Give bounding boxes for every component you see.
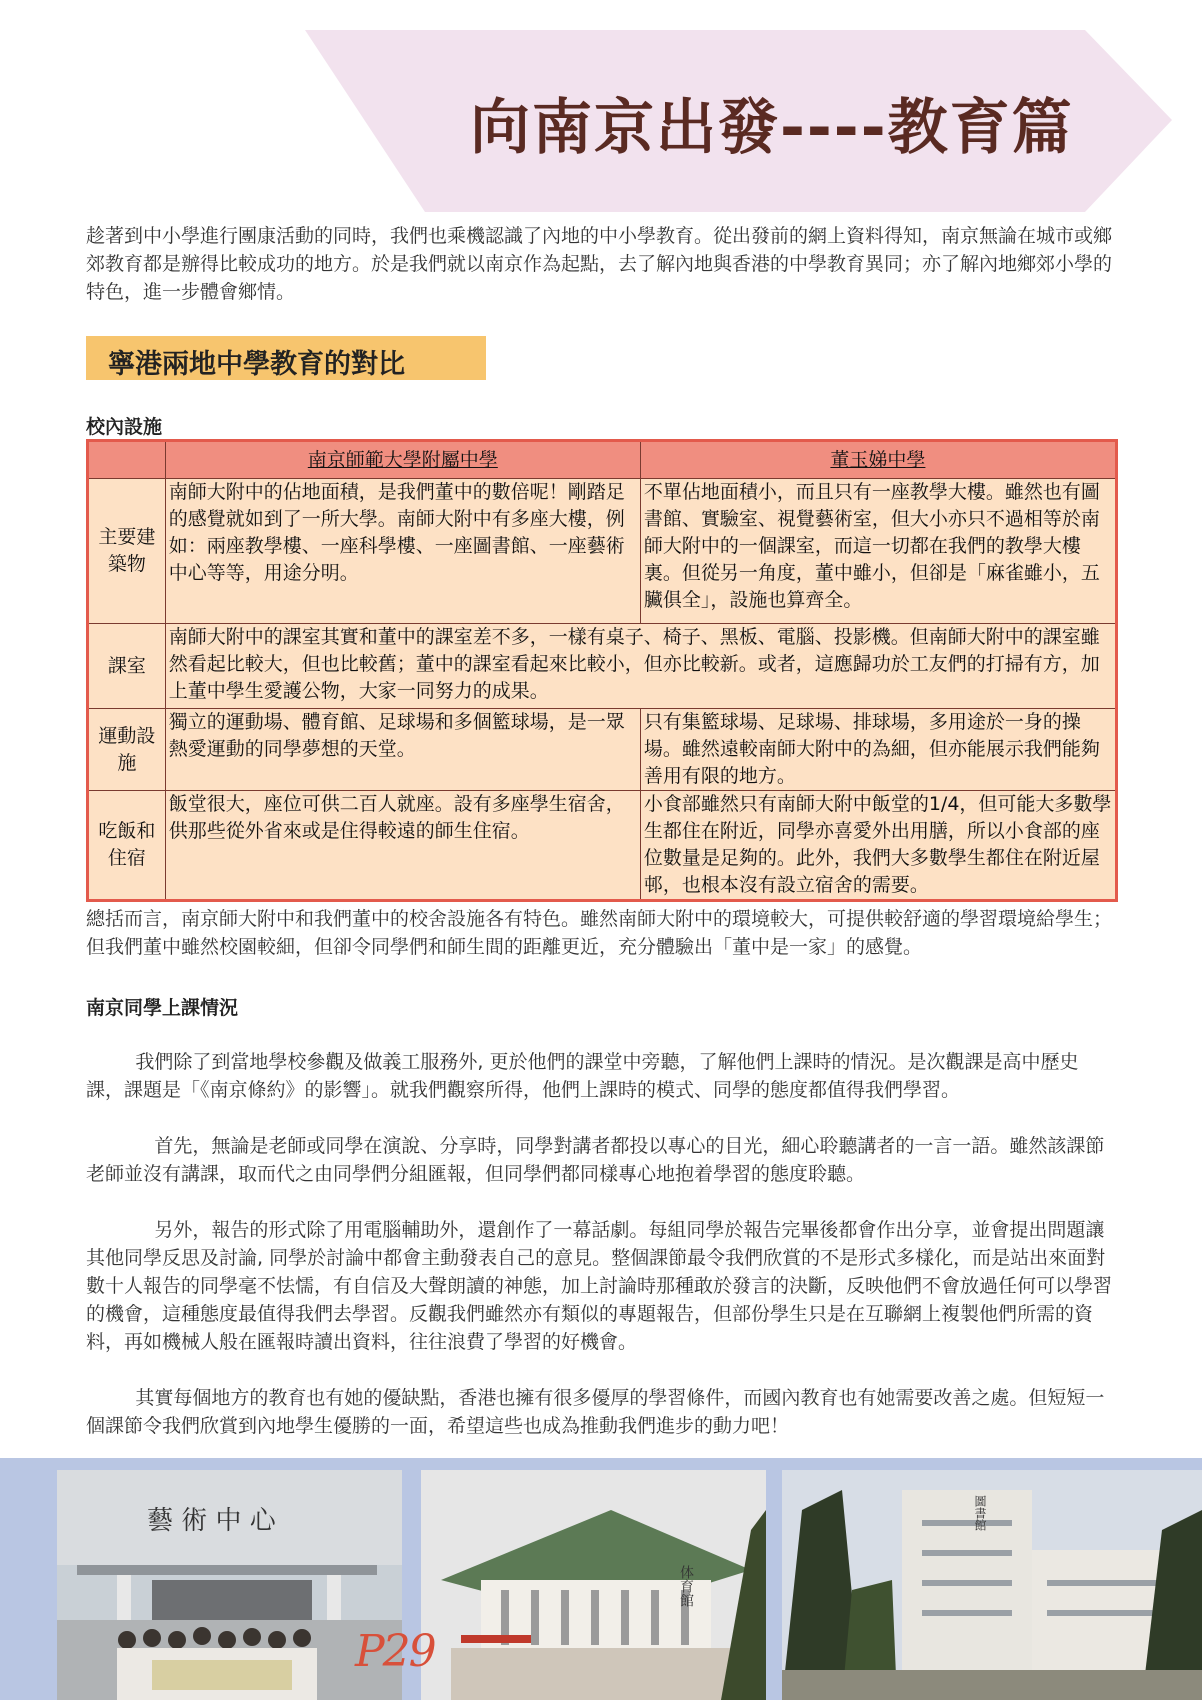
class-paragraph-1: 我們除了到當地學校參觀及做義工服務外, 更於他們的課堂中旁聽，了解他們上課時的情況。是次觀課是高中歷史課，課題是「《南京條約》的影響」。就我們觀察所得，他們上課時的模式、同學的態度都值得我們學習。: [86, 1051, 1079, 1101]
photo-arts-centre: [57, 1470, 402, 1700]
table-cell-merged: 南師大附中的課室其實和董中的課室差不多，一樣有桌子、椅子、黑板、電腦、投影機。但南師大附中的課室雖然看起比較大，但也比較舊；董中的課室看起來比較小，但亦比較新。或者，這應歸功於工友們的打掃有方，加上董中學生愛護公物，大家一同努力的成果。: [165, 624, 1116, 709]
table-caption: 校內設施: [86, 416, 163, 438]
column-header-nanjing: 南京師範大學附屬中學: [165, 441, 640, 479]
section-heading-box: [86, 336, 486, 380]
table-row: [88, 709, 1117, 791]
class-paragraph-2: 首先，無論是老師或同學在演說、分享時，同學對講者都投以專心的目光，細心聆聽講者的一言一語。雖然該課節老師並沒有講課，取而代之由同學們分組匯報，但同學們都同樣專心地抱着學習的態度聆聽。: [86, 1135, 1105, 1185]
table-cell: 獨立的運動場、體育館、足球場和多個籃球場，是一眾熱愛運動的同學夢想的天堂。: [165, 709, 640, 791]
table-cell: 只有集籃球場、足球場、排球場，多用途於一身的操場。雖然遠較南師大附中的為細，但亦能展示我們能夠善用有限的地方。: [640, 709, 1116, 791]
page-number: P29: [355, 1626, 435, 1677]
table-corner-cell: [88, 441, 166, 479]
photo-gymnasium: [421, 1470, 766, 1700]
row-header: 課室: [88, 624, 166, 709]
comparison-table: [86, 439, 1118, 902]
photo-sign-gym: 体育館: [678, 1565, 694, 1607]
table-header-row: [88, 441, 1117, 479]
row-header: 吃飯和住宿: [88, 791, 166, 901]
section-title: 寧港兩地中學教育的對比: [108, 349, 405, 380]
summary-paragraph: 總括而言，南京師大附中和我們董中的校舍設施各有特色。雖然南師大附中的環境較大，可提供較舒適的學習環境給學生；但我們董中雖然校園較細，但卻令同學們和師生間的距離更近，充分體驗出「董中是一家」的感覺。: [86, 908, 1113, 958]
table-cell: 小食部雖然只有南師大附中飯堂的1/4，但可能大多數學生都住在附近，同學亦喜愛外出用膳，所以小食部的座位數量是足夠的。此外，我們大多數學生都住在附近屋邨，也根本沒有設立宿舍的需要。: [640, 791, 1116, 901]
table-row: [88, 479, 1117, 624]
row-header: 主要建築物: [88, 479, 166, 624]
class-section-heading: 南京同學上課情況: [86, 997, 239, 1019]
table-row: [88, 791, 1117, 901]
table-cell: 飯堂很大，座位可供二百人就座。設有多座學生宿舍，供那些從外省來或是住得較遠的師生住宿。: [165, 791, 640, 901]
column-header-tung: 董玉娣中學: [640, 441, 1116, 479]
class-paragraph-4: 其實每個地方的教育也有她的優缺點，香港也擁有很多優厚的學習條件，而國內教育也有她需要改善之處。但短短一個課節令我們欣賞到內地學生優勝的一面，希望這些也成為推動我們進步的動力吧！: [86, 1387, 1105, 1437]
row-header: 運動設施: [88, 709, 166, 791]
table-cell: 不單佔地面積小，而且只有一座教學大樓。雖然也有圖書館、實驗室、視覺藝術室，但大小亦只不過相等於南師大附中的一個課室，而這一切都在我們的教學大樓裏。但從另一角度，董中雖小，但卻是「麻雀雖小，五臟俱全」，設施也算齊全。: [640, 479, 1116, 624]
intro-paragraph: 趁著到中小學進行團康活動的同時，我們也乘機認識了內地的中小學教育。從出發前的網上資料得知，南京無論在城市或鄉郊教育都是辦得比較成功的地方。於是我們就以南京作為起點，去了解內地與香港的中學教育異同；亦了解內地鄉郊小學的特色，進一步體會鄉情。: [86, 225, 1113, 303]
class-paragraph-3: 另外，報告的形式除了用電腦輔助外，還創作了一幕話劇。每組同學於報告完畢後都會作出分享，並會提出問題讓其他同學反思及討論, 同學於討論中都會主動發表自己的意見。整個課節最令我們欣賞的不是形式多樣化，而是站出來面對數十人報告的同學毫不怯懦，有自信及大聲朗讀的神態，加上討論時那種敢於發言的決斷，反映他們不會放過任何可以學習的機會，這種態度最值得我們去學習。反觀我們雖然亦有類似的專題報告，但部份學生只是在互聯網上複製他們所需的資料，再如機械人般在匯報時讀出資料，往往浪費了學習的好機會。: [86, 1219, 1113, 1353]
table-cell: 南師大附中的佔地面積，是我們董中的數倍呢！剛踏足的感覺就如到了一所大學。南師大附中有多座大樓，例如：兩座教學樓、一座科學樓、一座圖書館、一座藝術中心等等，用途分明。: [165, 479, 640, 624]
table-row: [88, 624, 1117, 709]
photo-sign-library: 圖書館: [973, 1495, 987, 1531]
page-title: 向南京出發----教育篇: [470, 93, 1074, 163]
photo-library: [782, 1470, 1202, 1700]
photo-sign-arts: 藝 術 中 心: [147, 1506, 276, 1536]
